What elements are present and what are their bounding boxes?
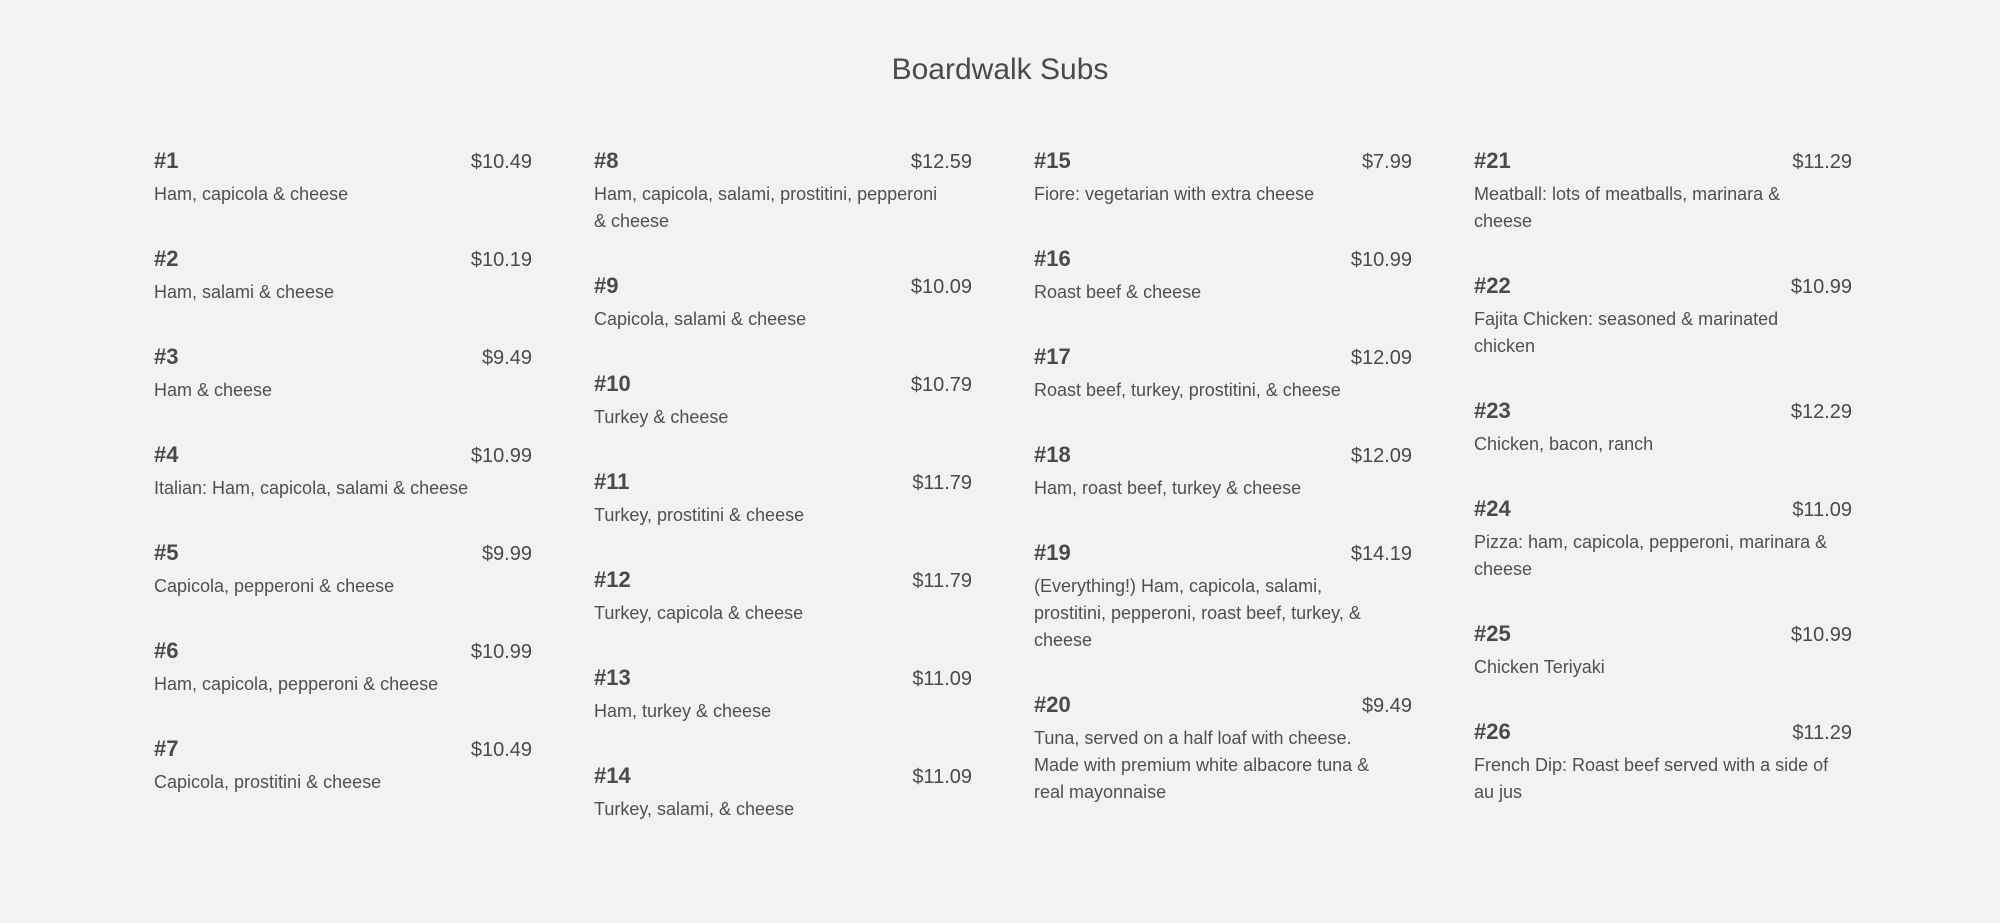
item-price: $12.29: [1790, 401, 1852, 423]
menu-item-6: [154, 637, 532, 698]
menu-item-header: [1474, 620, 1852, 648]
menu-item-11: [594, 468, 972, 529]
menu-item-header: [1474, 397, 1852, 425]
item-number: #13: [594, 665, 631, 690]
item-number: #24: [1474, 496, 1511, 521]
item-description: Turkey, capicola & cheese: [594, 603, 804, 623]
menu-item-header: [1034, 691, 1412, 719]
menu-item-header: [1034, 539, 1412, 567]
menu-item-2: [154, 245, 532, 306]
item-price: $11.09: [912, 766, 972, 788]
item-description: Fiore: vegetarian with extra cheese: [1034, 184, 1315, 204]
item-number: #11: [594, 469, 630, 494]
menu-item-header: [594, 468, 972, 496]
menu-item-23: [1474, 397, 1852, 458]
menu-item-3: [154, 343, 532, 404]
item-price: $11.29: [1792, 151, 1852, 173]
menu-item-header: [1034, 441, 1412, 469]
item-price: $11.79: [912, 570, 972, 592]
item-number: #9: [594, 273, 619, 298]
item-price: $10.49: [470, 151, 532, 173]
item-number: #18: [1034, 442, 1071, 467]
menu-item-25: [1474, 620, 1852, 681]
menu-item-20: [1034, 691, 1412, 806]
menu-item-21: [1474, 147, 1852, 235]
item-number: #25: [1474, 621, 1511, 646]
item-number: #10: [594, 371, 631, 396]
item-description: Ham, capicola, pepperoni & cheese: [154, 674, 439, 694]
item-number: #14: [594, 763, 631, 788]
menu-item-header: [594, 147, 972, 175]
item-number: #2: [154, 246, 179, 271]
menu-item-header: [1474, 147, 1852, 175]
item-description: French Dip: Roast beef served with a side of au jus: [1474, 755, 1829, 802]
menu-item-header: [1474, 495, 1852, 523]
item-number: #19: [1034, 540, 1071, 565]
menu-item-22: [1474, 272, 1852, 360]
item-price: $10.09: [910, 276, 972, 298]
item-description: Pizza: ham, capicola, pepperoni, marinara & cheese: [1474, 532, 1828, 579]
menu-item-1: [154, 147, 532, 208]
menu-item-13: [594, 664, 972, 725]
item-number: #16: [1034, 246, 1071, 271]
menu-item-header: [594, 370, 972, 398]
menu-item-header: [154, 441, 532, 469]
item-description: Roast beef, turkey, prostitini, & cheese: [1034, 380, 1341, 400]
item-price: $12.09: [1350, 445, 1412, 467]
item-price: $11.79: [912, 472, 972, 494]
item-price: $10.99: [1790, 276, 1852, 298]
menu-item-14: [594, 762, 972, 823]
item-price: $10.99: [1790, 624, 1852, 646]
item-description: Ham, salami & cheese: [154, 282, 335, 302]
item-price: $12.09: [1350, 347, 1412, 369]
menu-item-12: [594, 566, 972, 627]
item-price: $11.29: [1792, 722, 1852, 744]
menu-item-9: [594, 272, 972, 333]
menu-column-1: [154, 147, 532, 823]
menu-item-5: [154, 539, 532, 600]
item-description: Ham, turkey & cheese: [594, 701, 772, 721]
menu-item-header: [1034, 343, 1412, 371]
menu-item-header: [154, 245, 532, 273]
item-number: #1: [154, 148, 179, 173]
menu-item-26: [1474, 718, 1852, 806]
item-number: #4: [154, 442, 179, 467]
item-number: #23: [1474, 398, 1511, 423]
menu-item-17: [1034, 343, 1412, 404]
item-price: $9.49: [481, 347, 532, 369]
item-price: $11.09: [912, 668, 972, 690]
menu-item-header: [1034, 245, 1412, 273]
item-description: Tuna, served on a half loaf with cheese. Made with premium white albacore tuna & real mayonnaise: [1034, 728, 1370, 802]
menu-item-header: [154, 147, 532, 175]
menu-item-header: [154, 343, 532, 371]
menu-item-header: [154, 539, 532, 567]
menu-item-18: [1034, 441, 1412, 502]
item-description: Italian: Ham, capicola, salami & cheese: [154, 478, 469, 498]
menu-column-2: [594, 147, 972, 823]
item-number: #26: [1474, 719, 1511, 744]
menu-item-7: [154, 735, 532, 796]
menu-item-16: [1034, 245, 1412, 306]
page-title: Boardwalk Subs: [891, 53, 1109, 86]
item-description: Turkey, salami, & cheese: [594, 799, 795, 819]
item-price: $10.79: [910, 374, 972, 396]
item-number: #3: [154, 344, 179, 369]
item-price: $10.99: [470, 641, 532, 663]
item-description: Capicola, prostitini & cheese: [154, 772, 382, 792]
item-description: Chicken, bacon, ranch: [1474, 434, 1654, 454]
item-description: Ham & cheese: [154, 380, 273, 400]
item-price: $10.99: [1350, 249, 1412, 271]
menu-item-header: [594, 272, 972, 300]
item-number: #21: [1474, 148, 1511, 173]
menu-item-header: [594, 566, 972, 594]
menu-item-header: [1034, 147, 1412, 175]
item-description: Ham, roast beef, turkey & cheese: [1034, 478, 1302, 498]
menu-item-24: [1474, 495, 1852, 583]
item-description: Ham, capicola, salami, prostitini, pepperoni & cheese: [594, 184, 938, 231]
menu-item-10: [594, 370, 972, 431]
item-price: $7.99: [1361, 151, 1412, 173]
menu-item-header: [1474, 272, 1852, 300]
item-number: #17: [1034, 344, 1071, 369]
item-description: Ham, capicola & cheese: [154, 184, 349, 204]
menu-grid: [154, 147, 1854, 823]
menu-item-header: [594, 762, 972, 790]
menu-item-8: [594, 147, 972, 235]
menu-item-15: [1034, 147, 1412, 208]
item-description: Meatball: lots of meatballs, marinara & cheese: [1474, 184, 1781, 231]
menu-item-header: [1474, 718, 1852, 746]
item-number: #20: [1034, 692, 1071, 717]
item-price: $12.59: [910, 151, 972, 173]
menu-column-4: [1474, 147, 1852, 823]
item-price: $9.49: [1361, 695, 1412, 717]
menu-item-header: [154, 735, 532, 763]
menu-item-4: [154, 441, 532, 502]
menu-item-header: [594, 664, 972, 692]
menu-item-19: [1034, 539, 1412, 654]
item-price: $10.19: [470, 249, 532, 271]
menu-item-header: [154, 637, 532, 665]
item-number: #15: [1034, 148, 1071, 173]
item-description: Turkey, prostitini & cheese: [594, 505, 805, 525]
item-price: $10.99: [470, 445, 532, 467]
item-description: (Everything!) Ham, capicola, salami, prostitini, pepperoni, roast beef, turkey, & cheese: [1034, 576, 1361, 650]
item-number: #8: [594, 148, 619, 173]
item-description: Chicken Teriyaki: [1474, 657, 1605, 677]
item-number: #22: [1474, 273, 1511, 298]
item-description: Roast beef & cheese: [1034, 282, 1202, 302]
item-price: $9.99: [481, 543, 532, 565]
item-price: $10.49: [470, 739, 532, 761]
item-price: $11.09: [1792, 499, 1852, 521]
item-number: #6: [154, 638, 179, 663]
item-price: $14.19: [1350, 543, 1412, 565]
item-description: Fajita Chicken: seasoned & marinated chicken: [1474, 309, 1779, 356]
item-description: Capicola, salami & cheese: [594, 309, 807, 329]
item-description: Turkey & cheese: [594, 407, 729, 427]
menu-column-3: [1034, 147, 1412, 823]
item-description: Capicola, pepperoni & cheese: [154, 576, 395, 596]
item-number: #12: [594, 567, 631, 592]
item-number: #7: [154, 736, 179, 761]
item-number: #5: [154, 540, 179, 565]
